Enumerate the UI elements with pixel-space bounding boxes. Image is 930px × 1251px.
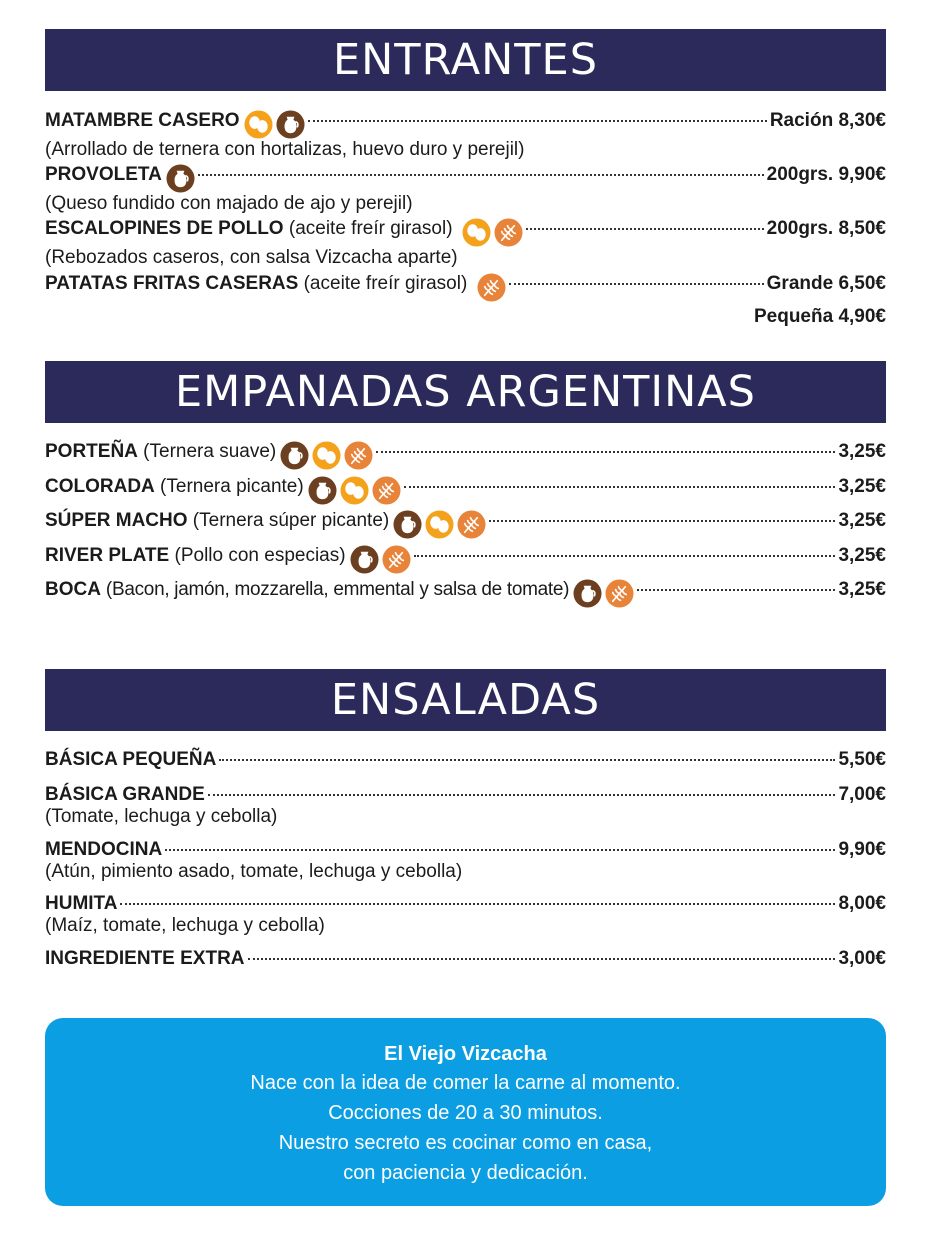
info-line: Cocciones de 20 a 30 minutos. — [328, 1102, 603, 1124]
leader-dots — [509, 283, 764, 285]
item-description: (Arrollado de ternera con hortalizas, huevo duro y perejil) — [45, 139, 525, 160]
menu-item — [45, 441, 886, 470]
item-price: 3,25€ — [838, 441, 886, 462]
item-price: 5,50€ — [838, 749, 886, 770]
leader-dots — [308, 120, 767, 122]
item-price: 3,25€ — [838, 579, 886, 600]
milk-jug-icon — [166, 164, 195, 193]
item-note: (Pollo con especias) — [169, 545, 346, 566]
menu-item — [45, 749, 886, 771]
wheat-icon — [494, 218, 523, 247]
leader-dots — [404, 486, 836, 488]
item-name: PORTEÑA — [45, 441, 138, 462]
leader-dots — [219, 759, 835, 761]
item-note: (aceite freír girasol) — [298, 273, 473, 294]
item-price: Grande 6,50€ — [766, 273, 886, 294]
leader-dots — [489, 520, 835, 522]
wheat-icon — [344, 441, 373, 470]
section-title-empanadas: EMPANADAS ARGENTINAS — [45, 361, 886, 423]
milk-jug-icon — [308, 476, 337, 505]
item-price: 200grs. 9,90€ — [766, 164, 886, 185]
egg-icon — [340, 476, 369, 505]
item-name: BOCA — [45, 579, 101, 600]
section-title-ensaladas: ENSALADAS — [45, 669, 886, 731]
item-name: PROVOLETA — [45, 164, 162, 185]
item-price: 3,25€ — [838, 476, 886, 497]
menu-item — [45, 476, 886, 505]
item-description: (Tomate, lechuga y cebolla) — [45, 806, 278, 827]
leader-dots — [198, 174, 764, 176]
item-name: INGREDIENTE EXTRA — [45, 948, 245, 969]
item-name: BÁSICA PEQUEÑA — [45, 749, 217, 770]
menu-item — [45, 164, 886, 215]
item-price: 9,90€ — [838, 839, 886, 860]
item-name: SÚPER MACHO — [45, 510, 188, 531]
egg-icon — [244, 110, 273, 139]
egg-icon — [312, 441, 341, 470]
milk-jug-icon — [573, 579, 602, 608]
milk-jug-icon — [276, 110, 305, 139]
leader-dots — [248, 958, 836, 960]
item-description: (Atún, pimiento asado, tomate, lechuga y cebolla) — [45, 861, 463, 882]
menu-item — [45, 579, 886, 608]
leader-dots — [120, 903, 835, 905]
item-name: COLORADA — [45, 476, 155, 497]
menu-item — [45, 510, 886, 539]
item-price-small: Pequeña 4,90€ — [753, 306, 886, 327]
leader-dots — [637, 589, 835, 591]
milk-jug-icon — [280, 441, 309, 470]
item-name: BÁSICA GRANDE — [45, 784, 205, 805]
menu-item — [45, 273, 886, 328]
milk-jug-icon — [393, 510, 422, 539]
item-note: (aceite freír girasol) — [283, 218, 458, 239]
menu-item — [45, 784, 886, 828]
leader-dots — [414, 555, 836, 557]
leader-dots — [526, 228, 764, 230]
egg-icon — [462, 218, 491, 247]
item-description: (Queso fundido con majado de ajo y perejil) — [45, 193, 413, 214]
item-price: 3,25€ — [838, 510, 886, 531]
info-box — [45, 1018, 886, 1206]
item-name: RIVER PLATE — [45, 545, 170, 566]
menu-item — [45, 948, 886, 970]
info-line: Nace con la idea de comer la carne al momento. — [250, 1072, 681, 1094]
wheat-icon — [382, 545, 411, 574]
wheat-icon — [372, 476, 401, 505]
menu-item — [45, 218, 886, 269]
item-description: (Maíz, tomate, lechuga y cebolla) — [45, 915, 325, 936]
item-note: (Ternera súper picante) — [187, 510, 390, 531]
leader-dots — [376, 451, 835, 453]
item-note: (Ternera picante) — [154, 476, 304, 497]
item-name: PATATAS FRITAS CASERAS — [45, 273, 299, 294]
egg-icon — [425, 510, 454, 539]
info-line: con paciencia y dedicación. — [343, 1162, 588, 1184]
info-line: Nuestro secreto es cocinar como en casa, — [278, 1132, 653, 1154]
item-note: (Ternera suave) — [137, 441, 277, 462]
leader-dots — [165, 849, 835, 851]
menu-item — [45, 545, 886, 574]
item-price: 3,25€ — [838, 545, 886, 566]
item-note: (Bacon, jamón, mozzarella, emmental y salsa de tomate) — [100, 579, 570, 600]
menu-item — [45, 893, 886, 937]
item-price: 200grs. 8,50€ — [766, 218, 886, 239]
item-description: (Rebozados caseros, con salsa Vizcacha aparte) — [45, 247, 458, 268]
item-price: Ración 8,30€ — [769, 110, 886, 131]
item-name: HUMITA — [45, 893, 118, 914]
wheat-icon — [477, 273, 506, 302]
wheat-icon — [605, 579, 634, 608]
item-price: 8,00€ — [838, 893, 886, 914]
item-name: ESCALOPINES DE POLLO — [45, 218, 284, 239]
info-title: El Viejo Vizcacha — [384, 1043, 547, 1065]
menu-item — [45, 110, 886, 161]
menu-item — [45, 839, 886, 883]
item-name: MATAMBRE CASERO — [45, 110, 240, 131]
leader-dots — [208, 794, 836, 796]
item-price: 3,00€ — [838, 948, 886, 969]
milk-jug-icon — [350, 545, 379, 574]
wheat-icon — [457, 510, 486, 539]
item-price: 7,00€ — [838, 784, 886, 805]
section-title-entrantes: ENTRANTES — [45, 29, 886, 91]
item-name: MENDOCINA — [45, 839, 163, 860]
